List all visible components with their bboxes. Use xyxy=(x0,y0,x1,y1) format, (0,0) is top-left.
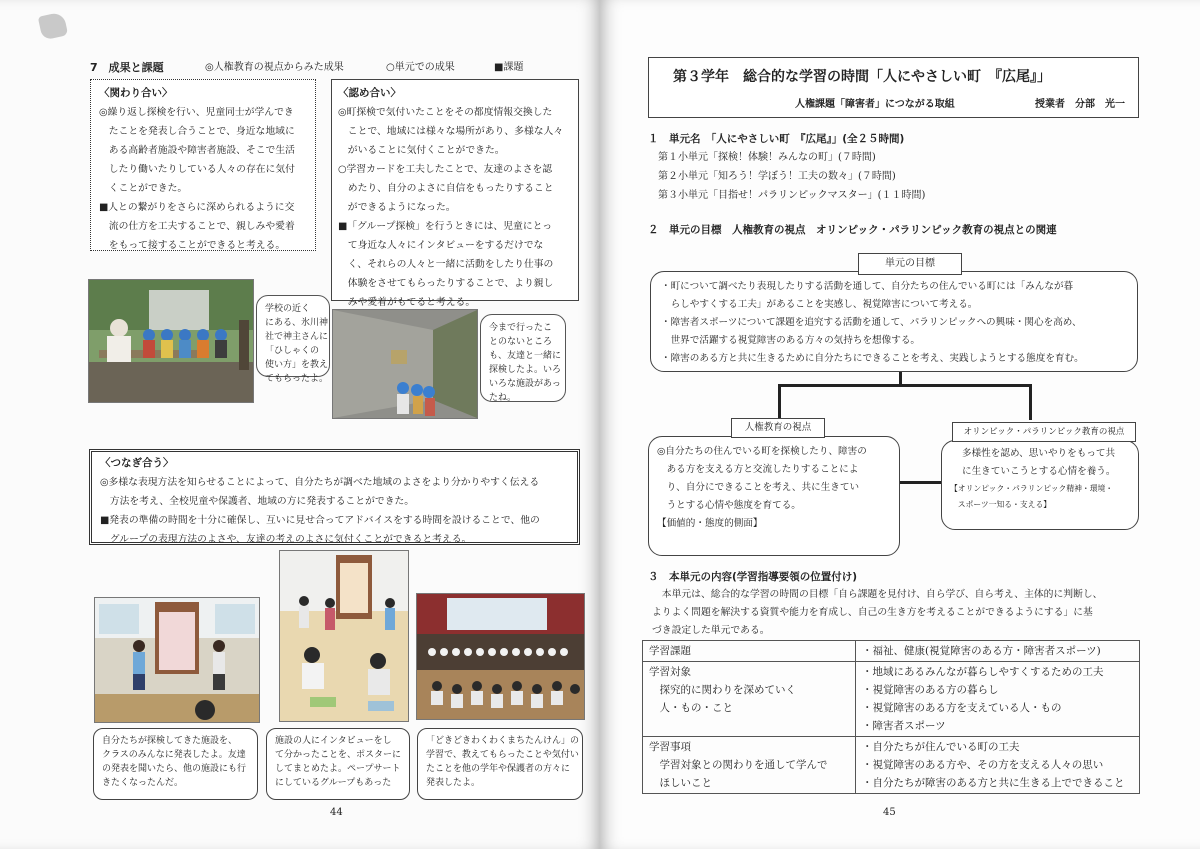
text-line: ・視覚障害のある方や、その方を支える人々の思い xyxy=(862,759,1104,771)
text-line: ができるようになった。 xyxy=(338,202,456,213)
text-line: 学習対象との関わりを通して学んで xyxy=(649,759,828,771)
text-line: 探検したよ。いろ xyxy=(489,365,562,375)
text-line: ・障害者スポーツ xyxy=(862,720,946,732)
lesson-subtitle: 人権課題「障害者」につながる取組 xyxy=(795,99,955,110)
street-photo xyxy=(332,309,478,419)
text-line: たね。 xyxy=(489,393,517,403)
text-line: 探究的に関わりを深めていく xyxy=(649,684,796,696)
text-line: の発表を聞いたら、他の施設にも行 xyxy=(102,764,247,774)
s3-text xyxy=(652,586,1102,640)
text-line: 「どきどきわくわくまちたんけん」の xyxy=(426,736,580,746)
table-row xyxy=(643,737,1140,794)
text-line: ほしいこと xyxy=(649,777,712,789)
table-cell xyxy=(643,737,856,794)
text-line: 自分たちが探検してきた施設を、 xyxy=(102,736,238,746)
content-table xyxy=(642,640,1140,794)
text-line: してまとめたよ。ペープサート xyxy=(275,764,401,774)
text-line: 「ひしゃくの xyxy=(265,346,320,356)
kakawari-box xyxy=(90,79,316,251)
text-line: したり働いたりしている人々の存在に気付 xyxy=(99,164,295,175)
text-line: 第２小単元「知ろう！学ぼう！工夫の数々」(７時間) xyxy=(658,171,896,182)
text-line: らしやすくする工夫」があることを実感し、視覚障害について考える。 xyxy=(661,299,978,310)
goal-label: 単元の目標 xyxy=(858,253,962,275)
connector-middle xyxy=(898,481,943,484)
text-line: ■「グループ探検」を行うときには、児童にとっ xyxy=(338,221,553,232)
bubble-shrine xyxy=(256,295,330,384)
page-number-right: 45 xyxy=(883,807,896,818)
text-line: ・障害者スポーツについて課題を追究する活動を通して、パラリンピックへの興味・関心を高め、 xyxy=(661,317,1082,328)
text-line: めたり、自分のよさに自信をもったりすること xyxy=(338,183,554,194)
caption-interview xyxy=(266,728,410,800)
right-page xyxy=(600,0,1200,849)
legend-jinken: ◎人権教育の視点からみた成果 xyxy=(205,62,344,73)
text-line: とのないところ xyxy=(489,337,553,347)
text-line: ◎繰り返し探検を行い、児童同士が学んでき xyxy=(99,107,294,118)
text-line: ◎多様な表現方法を知らせることによって、自分たちが調べた地域のよさをより分かりやすく伝える xyxy=(100,477,540,488)
table-cell xyxy=(856,641,1140,662)
text-line: 学習課題 xyxy=(649,645,691,657)
text-line: くことができた。 xyxy=(99,183,188,194)
lesson-author: 授業者 分部 光一 xyxy=(1035,99,1125,110)
text-line: クラスのみんなに発表したよ。友達 xyxy=(102,750,246,760)
text-line: 流の仕方を工夫することで、親しみや愛着 xyxy=(99,221,295,232)
s1-list xyxy=(658,148,925,205)
text-line: たことを他の学年や保護者の方々に xyxy=(426,764,571,774)
text-line: よりよく問題を解決する資質や能力を育成し、自己の生き方を考えることができるようにする」に基 xyxy=(652,607,1093,618)
text-line: も、友達と一緒に xyxy=(489,351,562,361)
legend-kadai: ■課題 xyxy=(494,62,524,73)
connector-right xyxy=(1029,384,1032,420)
text-line: に生きていこうとする心情を養う。 xyxy=(962,466,1116,477)
text-line: 今まで行ったこ xyxy=(489,323,553,333)
text-line: 【価値的・態度的側面】 xyxy=(657,518,763,529)
text-line: ■発表の準備の時間を十分に確保し、互いに見せ合ってアドバイスをする時間を設けることで、他の xyxy=(100,515,540,526)
table-row xyxy=(643,641,1140,662)
text-line: ○学習カードを工夫したことで、友達のよさを認 xyxy=(338,164,553,175)
tsunagi-title: 〈つなぎ合う〉 xyxy=(100,457,174,469)
text-line: グループの表現方法のよさや、友達の考えのよさに気付くことができると考える。 xyxy=(100,534,472,545)
bubble-street xyxy=(480,314,566,402)
text-line: 第１小単元「探検！体験！みんなの町」(７時間) xyxy=(658,152,876,163)
text-line: ◎自分たちの住んでいる町を探検したり、障害の xyxy=(657,446,867,457)
text-line: 学校の近く xyxy=(265,304,311,314)
text-line: 多様性を認め、思いやりをもって共 xyxy=(962,448,1116,459)
section-title: 7 成果と課題 xyxy=(90,61,164,74)
table-row xyxy=(643,662,1140,737)
jinken-box xyxy=(648,436,900,556)
lesson-title: 第３学年 総合的な学習の時間「人にやさしい町 『広尾』」 xyxy=(673,69,1051,85)
table-cell xyxy=(643,641,856,662)
page-corner-mark xyxy=(38,12,68,41)
text-line: 学習で、教えてもらったことや気付い xyxy=(426,750,579,760)
text-line: ■人との繋がりをさらに深められるように交 xyxy=(99,202,295,213)
legend-tangen: ○単元での成果 xyxy=(386,62,455,73)
text-line: てもらったよ。 xyxy=(265,374,329,384)
text-line: きたくなったんだ。 xyxy=(102,778,184,788)
text-line: 【オリンピック・パラリンピック精神・環境・ xyxy=(950,484,1114,493)
olympic-box xyxy=(941,440,1139,530)
text-line: たことを発表し合うことで、身近な地域に xyxy=(99,126,295,137)
text-line: をもって接することができると考える。 xyxy=(99,240,286,251)
text-line: 第３小単元「目指せ！パラリンピックマスター」(１１時間) xyxy=(658,190,926,201)
text-line: て身近な人々にインタビューをするだけでな xyxy=(338,240,544,251)
classroom-presentation-photo xyxy=(94,597,260,723)
text-line: 体験をさせてもらったりすることで、より親し xyxy=(338,278,554,289)
s1-title: １ 単元名 「人にやさしい町 『広尾』」(全２５時間) xyxy=(648,133,905,145)
text-line: みや愛着がもてると考える。 xyxy=(338,297,476,308)
caption-assembly xyxy=(417,728,583,800)
table-cell xyxy=(856,737,1140,794)
text-line: ・町について調べたり表現したりする活動を通して、自分たちの住んでいる町には「みんなが暮 xyxy=(661,281,1074,292)
text-line: うとする心情や態度を育てる。 xyxy=(657,500,801,511)
olympic-label: オリンピック・パラリンピック教育の視点 xyxy=(952,422,1136,442)
text-line: 学習事項 xyxy=(649,741,691,753)
goal-box xyxy=(650,271,1138,372)
text-line: ・自分たちが住んでいる町の工夫 xyxy=(862,741,1020,753)
text-line: ・障害のある方と共に生きるために自分たちにできることを考え、実践しようとする態度を育む。 xyxy=(661,353,1084,364)
text-line: がいることに気付くことができた。 xyxy=(338,145,505,156)
text-line: ◎町探検で気付いたことをその都度情報交換した xyxy=(338,107,553,118)
mitome-title: 〈認め合い〉 xyxy=(338,87,401,99)
text-line: 発表したよ。 xyxy=(426,778,481,788)
jinken-label: 人権教育の視点 xyxy=(731,418,825,438)
text-line: ある高齢者施設や障害者施設、そこで生活 xyxy=(99,145,295,156)
text-line: 人・もの・こと xyxy=(649,702,733,714)
text-line: にしているグループもあった xyxy=(275,778,392,788)
text-line: いろな施設があっ xyxy=(489,379,561,389)
page-number-left: 44 xyxy=(330,807,343,818)
text-line: づき設定した単元である。 xyxy=(652,625,770,636)
text-line: ・福祉、健康(視覚障害のある方・障害者スポーツ) xyxy=(862,645,1101,657)
text-line: スポーツ一知る・支える】 xyxy=(950,500,1052,509)
connector-horizontal xyxy=(778,384,1031,387)
mitome-box xyxy=(331,79,579,308)
kakawari-title: 〈関わり合い〉 xyxy=(99,87,173,99)
text-line: 施設の人にインタビューをし xyxy=(275,736,392,746)
text-line: ある方を支える方と交流したりすることによ xyxy=(657,464,859,475)
connector-left xyxy=(778,384,781,420)
text-line: 学習対象 xyxy=(649,666,691,678)
text-line: 使い方」を教え xyxy=(265,360,329,370)
text-line: り、自分にできることを考え、共に生きてい xyxy=(657,482,860,493)
s2-title: ２ 単元の目標 人権教育の視点 オリンピック・パラリンピック教育の視点との関連 xyxy=(648,224,1057,236)
kakawari-text xyxy=(99,103,307,255)
text-line: にある、氷川神 xyxy=(265,318,329,328)
caption-classroom xyxy=(93,728,258,800)
table-cell xyxy=(856,662,1140,737)
table-cell xyxy=(643,662,856,737)
tsunagi-text xyxy=(100,473,569,549)
text-line: ことで、地域には様々な場所があり、多様な人々 xyxy=(338,126,564,137)
mitome-text xyxy=(338,103,572,312)
text-line: 世界で活躍する視覚障害のある方々の気持ちを想像する。 xyxy=(661,335,921,346)
text-line: ・地域にあるみんなが暮らしやすくするための工夫 xyxy=(862,666,1104,678)
text-line: ・自分たちが障害のある方と共に生きる上でできること xyxy=(862,777,1125,789)
tsunagi-box xyxy=(89,449,580,545)
text-line: て分かったことを、ポスターに xyxy=(275,750,402,760)
text-line: 方法を考え、全校児童や保護者、地域の方に発表することができた。 xyxy=(100,496,415,507)
s3-title: ３ 本単元の内容(学習指導要領の位置付け) xyxy=(648,571,858,583)
assembly-photo xyxy=(416,593,585,720)
text-line: 社で神主さんに xyxy=(265,332,329,342)
text-line: ・視覚障害のある方の暮らし xyxy=(862,684,999,696)
lesson-header-box xyxy=(648,57,1139,118)
text-line: く、それらの人々と一緒に活動をしたり仕事の xyxy=(338,259,554,270)
poster-interview-photo xyxy=(279,550,409,722)
text-line: 本単元は、総合的な学習の時間の目標「自ら課題を見付け、自ら学び、自ら考え、主体的に判断し、 xyxy=(652,589,1103,600)
shrine-photo xyxy=(88,279,254,403)
text-line: ・視覚障害のある方を支えている人・もの xyxy=(862,702,1062,714)
